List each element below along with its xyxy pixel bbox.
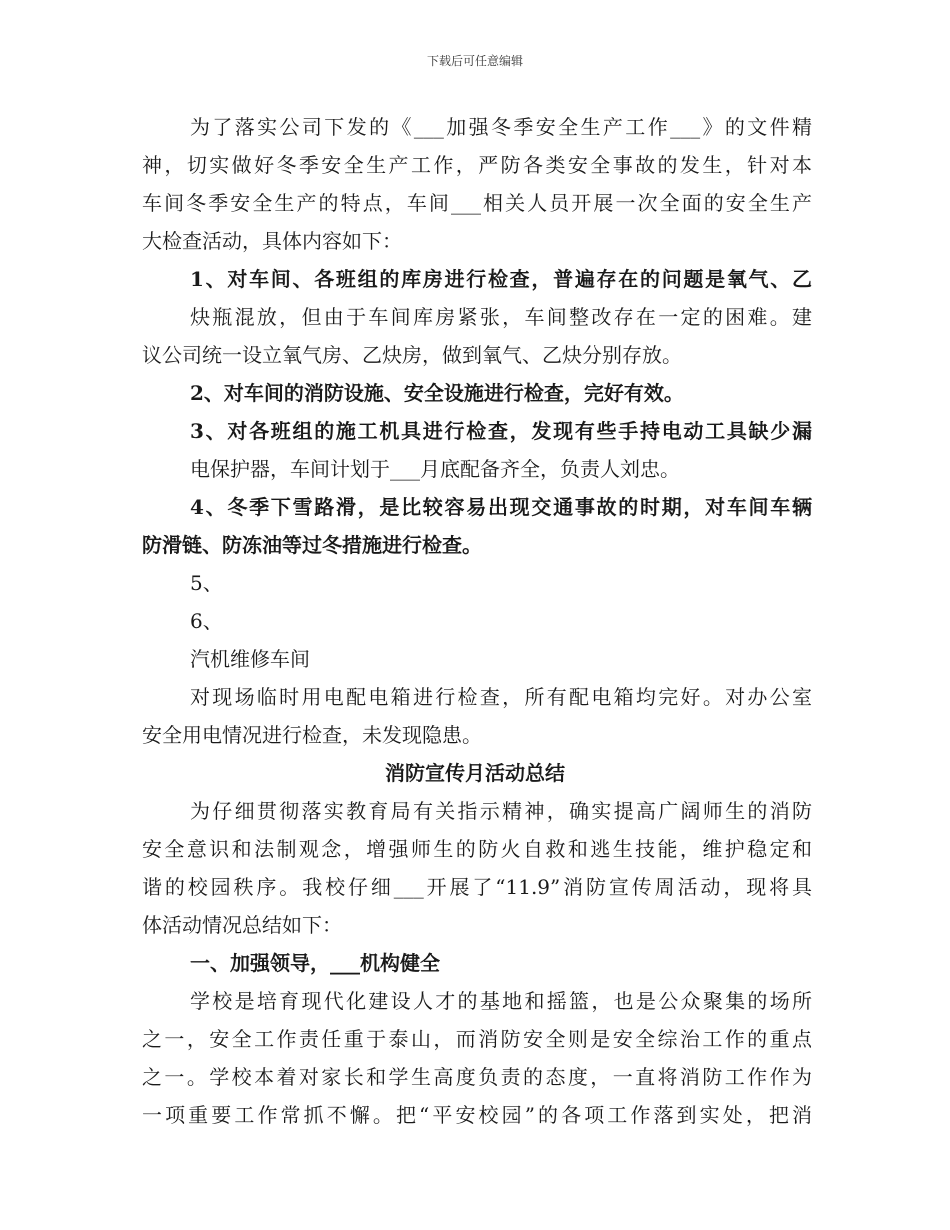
section-label: 汽机维修车间 [190, 647, 310, 671]
paragraph-line: 车间冬季安全生产的特点，车间___相关人员开展一次全面的安全生产 [142, 191, 812, 215]
page-header: 下载后可任意编辑 [426, 54, 523, 68]
list-item-4: 4、冬季下雪路滑，是比较容易出现交通事故的时期，对车间车辆 [190, 495, 812, 519]
paragraph-line: 为了落实公司下发的《___加强冬季安全生产工作___》的文件精 [190, 115, 812, 139]
paragraph-line: 为仔细贯彻落实教育局有关指示精神，确实提高广阔师生的消防 [190, 799, 812, 823]
paragraph-line: 一项重要工作常抓不懈。把“平安校园”的各项工作落到实处，把消 [142, 1103, 812, 1127]
paragraph-line: 之一。学校本着对家长和学生高度负责的态度，一直将消防工作作为 [142, 1065, 812, 1089]
paragraph-line: 对现场临时用电配电箱进行检查，所有配电箱均完好。对办公室 [190, 685, 812, 709]
paragraph-line: 炔瓶混放，但由于车间库房紧张，车间整改存在一定的困难。建 [190, 305, 812, 329]
list-item-3: 3、对各班组的施工机具进行检查，发现有些手持电动工具缺少漏 [190, 419, 812, 443]
paragraph-line: 之一，安全工作责任重于泰山，而消防安全则是安全综治工作的重点 [142, 1027, 812, 1051]
paragraph-line: 安全用电情况进行检查，未发现隐患。 [142, 723, 482, 747]
section-title: 消防宣传月活动总结 [385, 761, 565, 785]
list-item-5: 5、 [190, 571, 223, 595]
paragraph-line: 谐的校园秩序。我校仔细___开展了“11.9”消防宣传周活动，现将具 [142, 875, 812, 899]
paragraph-line: 防滑链、防冻油等过冬措施进行检查。 [142, 533, 482, 557]
paragraph-line: 神，切实做好冬季安全生产工作，严防各类安全事故的发生，针对本 [142, 153, 812, 177]
list-item-6: 6、 [190, 609, 223, 633]
paragraph-line: 大检查活动，具体内容如下： [142, 229, 402, 253]
paragraph-line: 学校是培育现代化建设人才的基地和摇篮，也是公众聚集的场所 [190, 989, 812, 1013]
list-item-2: 2、对车间的消防设施、安全设施进行检查，完好有效。 [190, 381, 684, 405]
paragraph-line: 体活动情况总结如下： [142, 913, 342, 937]
paragraph-line: 电保护器，车间计划于___月底配备齐全，负责人刘忠。 [190, 457, 680, 481]
list-item-1: 1、对车间、各班组的库房进行检查，普遍存在的问题是氧气、乙 [190, 267, 812, 291]
paragraph-line: 议公司统一设立氧气房、乙炔房，做到氧气、乙炔分别存放。 [142, 343, 682, 367]
paragraph-line: 安全意识和法制观念，增强师生的防火自救和逃生技能，维护稳定和 [142, 837, 812, 861]
subsection-heading: 一、加强领导，___机构健全 [190, 951, 440, 975]
